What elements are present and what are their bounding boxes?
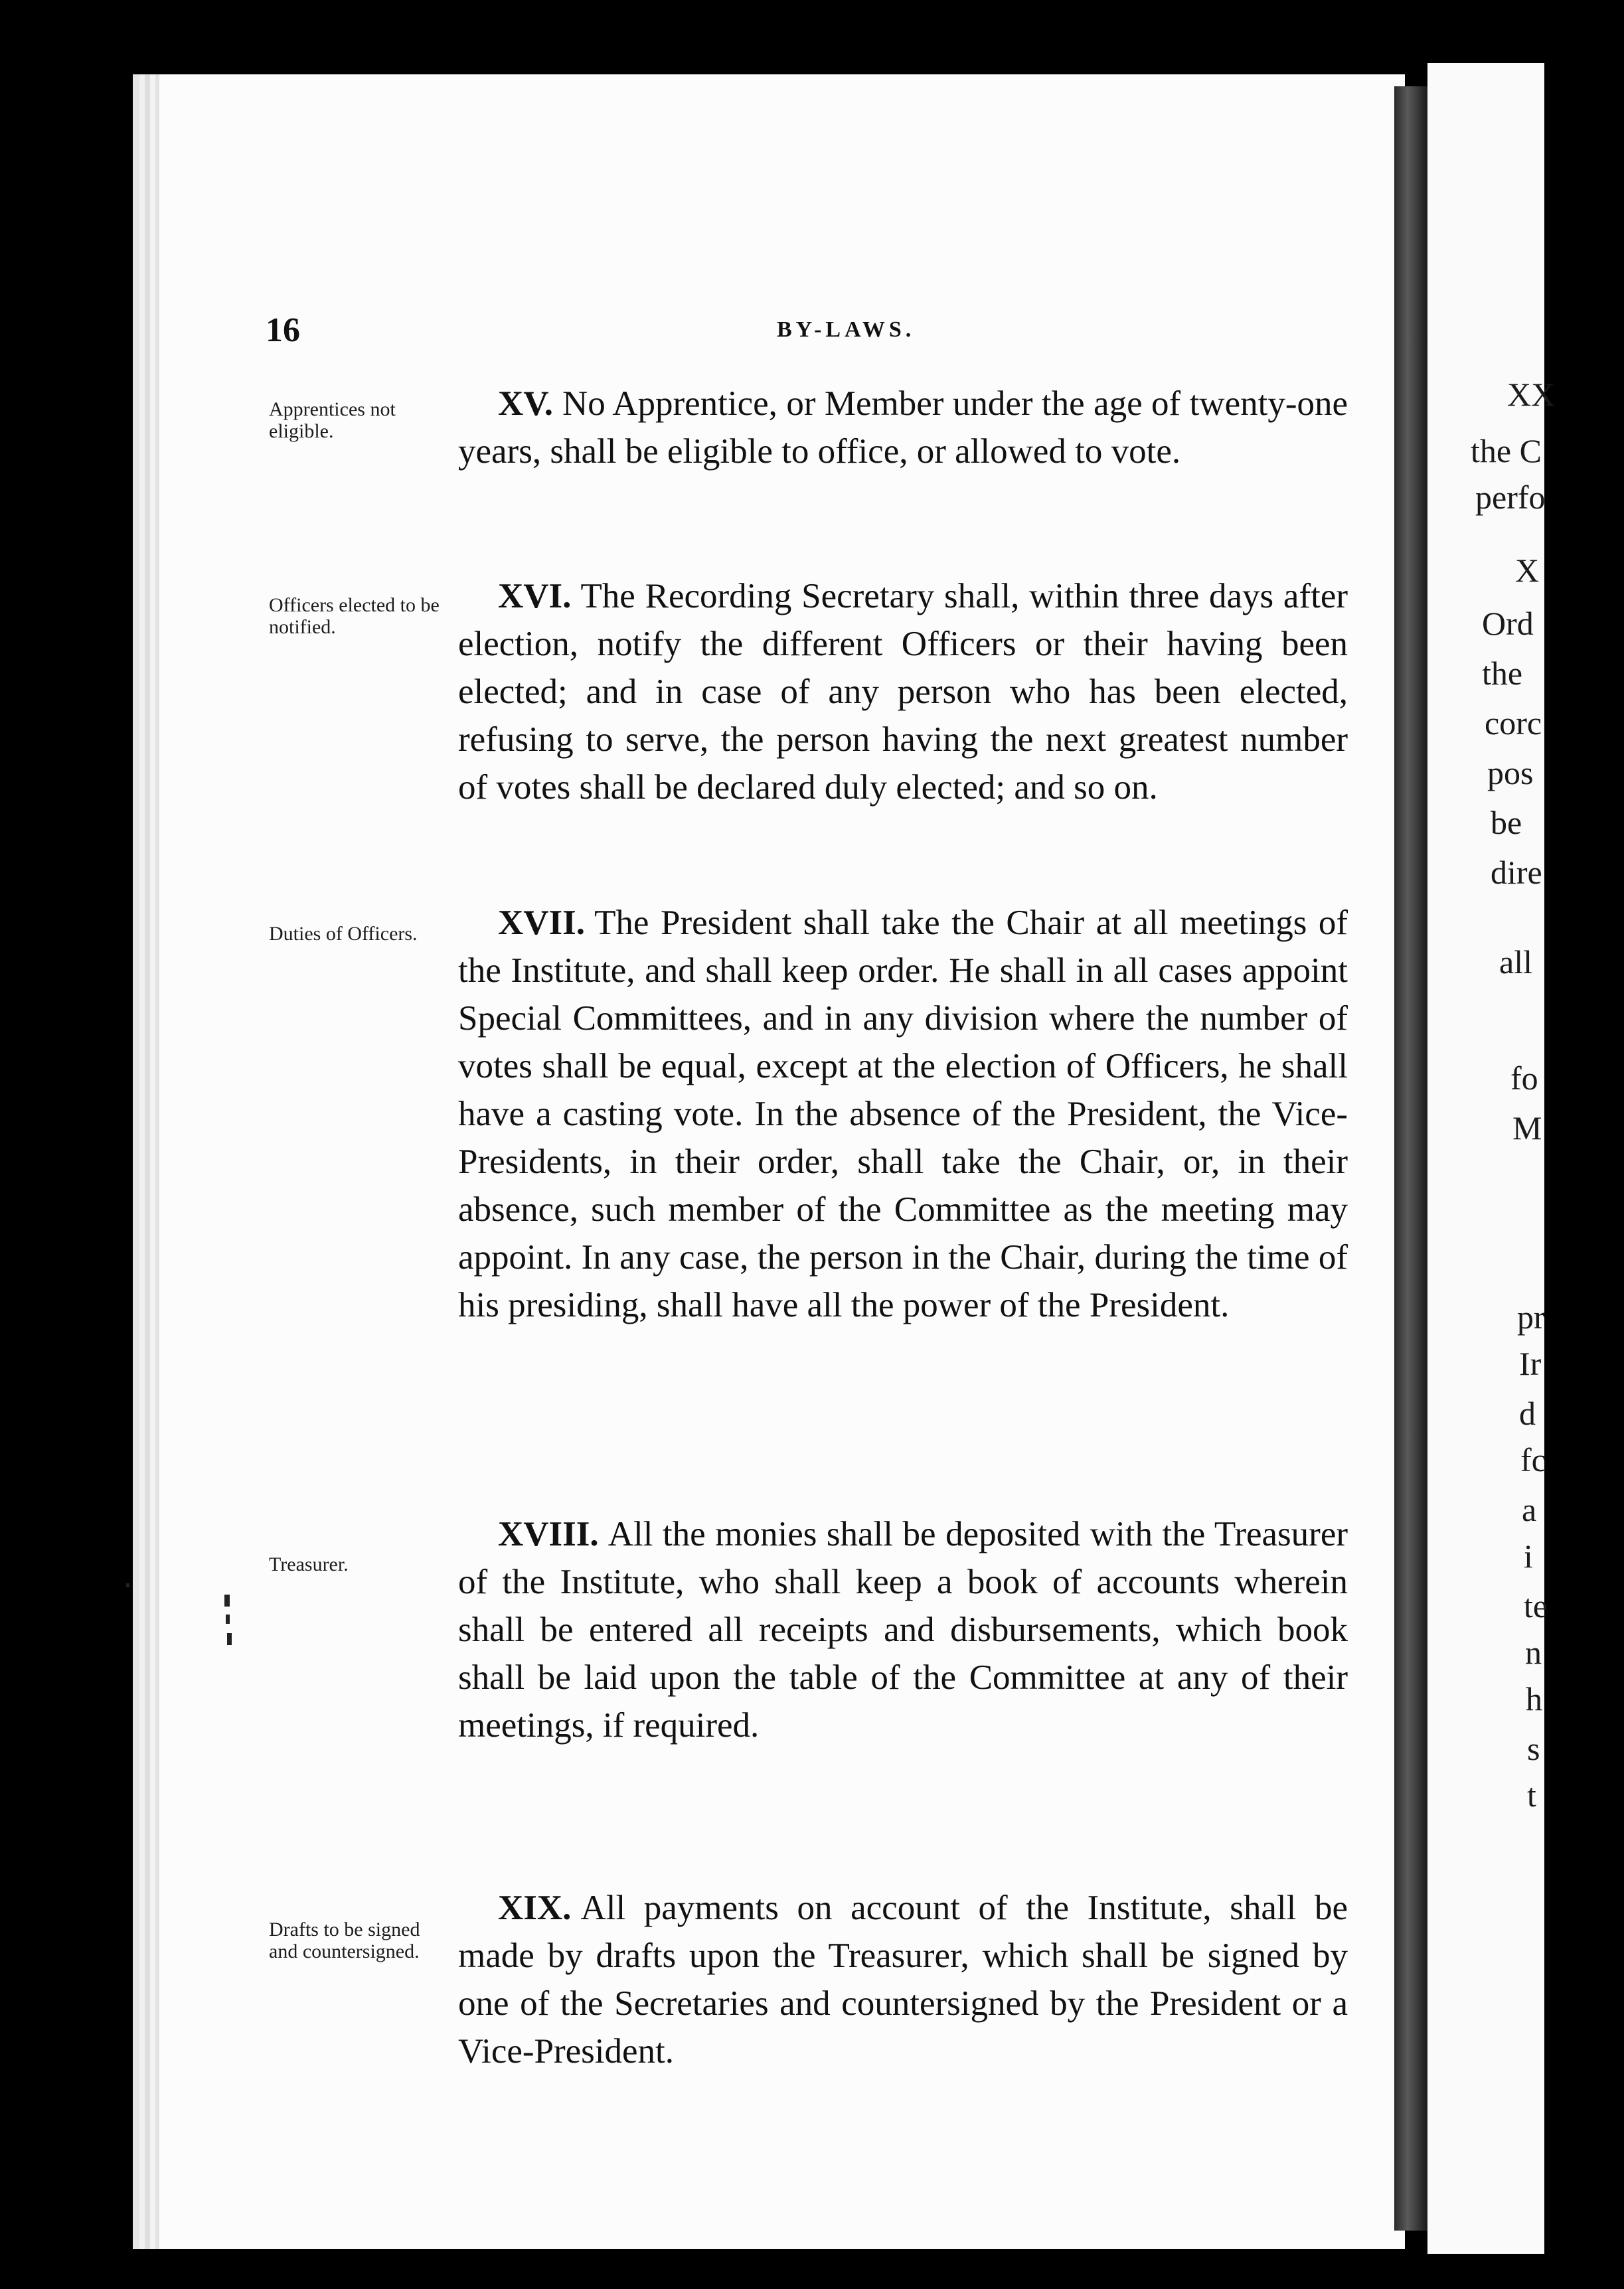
margin-note-xix: Drafts to be signed and countersigned. <box>269 1919 420 1962</box>
section-numeral: XIX. <box>498 1889 572 1927</box>
section-numeral: XVII. <box>498 904 586 942</box>
facing-fragment: the C <box>1471 432 1542 469</box>
facing-fragment: dire <box>1491 854 1542 891</box>
section-xviii <box>458 1510 1348 1749</box>
margin-note-xvii: Duties of Officers. <box>269 923 418 945</box>
facing-fragment: s <box>1527 1730 1540 1767</box>
facing-fragment: i <box>1524 1538 1533 1575</box>
margin-note-xviii: Treasurer. <box>269 1553 349 1575</box>
facing-fragment: fc <box>1520 1441 1546 1478</box>
facing-fragment: t <box>1527 1776 1536 1814</box>
margin-note-xvi: Officers elected to be notified. <box>269 594 440 638</box>
facing-fragment: Ir <box>1519 1345 1542 1382</box>
page-number: 16 <box>266 311 300 349</box>
ink-speck <box>227 1633 232 1645</box>
facing-fragment: d <box>1519 1395 1536 1432</box>
ink-speck <box>226 1615 230 1624</box>
section-numeral: XV. <box>498 384 553 423</box>
margin-note-xv: Apprentices not eligible. <box>269 398 396 442</box>
facing-fragment: perfo <box>1475 479 1546 516</box>
facing-fragment: M <box>1512 1109 1542 1146</box>
facing-fragment: be <box>1491 804 1522 841</box>
book-gutter <box>1394 86 1427 2231</box>
ink-speck <box>224 1595 230 1607</box>
facing-fragment: h <box>1526 1680 1542 1717</box>
facing-fragment: a <box>1522 1491 1537 1528</box>
facing-fragment: Ord <box>1482 605 1534 642</box>
facing-fragment: all <box>1499 943 1532 981</box>
facing-fragment: corc <box>1485 704 1542 742</box>
section-text: No Apprentice, or Member under the age of twenty-one years, shall be eligible to office, or allowed to vote. <box>458 384 1348 471</box>
section-xix <box>458 1884 1348 2075</box>
section-text: The Recording Secretary shall, within three days after election, notify the different Officers or their having been elected; and in case of any person who has been elected, refusing to serve, the person having the next greatest number of votes shall be declared duly elected; and so on. <box>458 577 1348 807</box>
facing-fragment: pr <box>1517 1299 1545 1336</box>
ink-speck <box>126 1583 129 1587</box>
section-text: All the monies shall be deposited with the Treasurer of the Institute, who shall keep a book of accounts wherein shall be entered all receipts and disbursements, which book shall be laid upon the table of the Committee at any of their meetings, if required. <box>458 1515 1348 1745</box>
section-xvii <box>458 899 1348 1329</box>
section-xv <box>458 380 1348 475</box>
facing-fragment: fo <box>1510 1060 1538 1097</box>
section-text: The President shall take the Chair at all meetings of the Institute, and shall keep order. He shall in all cases appoint Special Committees, and in any division where the number of votes shall be equal, except at the election of Officers, he shall have a casting vote. In the absence of the President, the Vice-Presidents, in their order, shall take the Chair, or, in their absence, such member of the Committee as the meeting may appoint. In any case, the person in the Chair, during the time of his presiding, shall have all the power of the President. <box>458 904 1348 1324</box>
section-numeral: XVI. <box>498 577 572 615</box>
facing-fragment: te <box>1524 1587 1548 1624</box>
facing-fragment: pos <box>1487 754 1534 791</box>
facing-fragment: X <box>1515 552 1540 589</box>
facing-fragment: the <box>1482 655 1523 692</box>
section-numeral: XVIII. <box>498 1515 599 1553</box>
facing-fragment: XX <box>1507 376 1556 413</box>
facing-fragment: n <box>1525 1634 1542 1671</box>
section-xvi <box>458 572 1348 811</box>
running-head: BY-LAWS. <box>777 317 916 342</box>
section-text: All payments on account of the Institute, shall be made by drafts upon the Treasurer, which shall be signed by one of the Secretaries and countersigned by the President or a Vice-President. <box>458 1889 1348 2071</box>
